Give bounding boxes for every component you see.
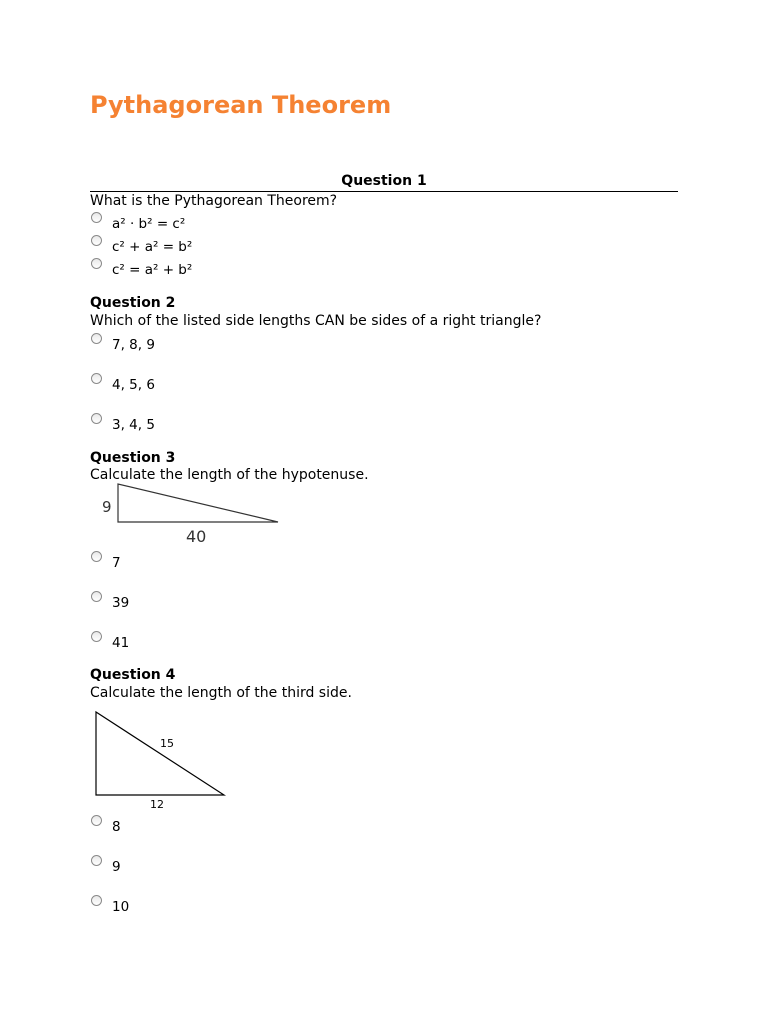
option-label: 39 bbox=[112, 595, 130, 611]
question-2-option-3[interactable] bbox=[90, 412, 155, 433]
triangle-figure bbox=[90, 706, 240, 814]
option-label: c² = a² + b² bbox=[112, 262, 193, 278]
question-3-option-1[interactable] bbox=[90, 550, 121, 571]
option-label: 3, 4, 5 bbox=[112, 417, 155, 433]
option-label: 10 bbox=[112, 899, 130, 915]
right-triangle bbox=[118, 484, 278, 522]
question-1-option-2[interactable] bbox=[90, 234, 193, 255]
side-label-horizontal: 40 bbox=[186, 527, 207, 546]
question-3-prompt: Calculate the length of the hypotenuse. bbox=[90, 467, 369, 483]
radio-button[interactable] bbox=[91, 591, 102, 602]
triangle-figure bbox=[90, 478, 290, 548]
option-label: 8 bbox=[112, 819, 121, 835]
question-4-heading: Question 4 bbox=[90, 667, 176, 683]
radio-button[interactable] bbox=[91, 235, 102, 246]
side-label-hypotenuse: 15 bbox=[160, 737, 174, 750]
question-2-option-1[interactable] bbox=[90, 332, 155, 353]
option-label: c² + a² = b² bbox=[112, 239, 193, 255]
side-label-base: 12 bbox=[150, 798, 164, 811]
radio-button[interactable] bbox=[91, 551, 102, 562]
option-label: 7, 8, 9 bbox=[112, 337, 155, 353]
question-2-heading: Question 2 bbox=[90, 295, 176, 311]
question-4-option-1[interactable] bbox=[90, 814, 121, 835]
radio-button[interactable] bbox=[91, 815, 102, 826]
question-3-option-2[interactable] bbox=[90, 590, 130, 611]
question-3-option-3[interactable] bbox=[90, 630, 130, 651]
question-4-option-2[interactable] bbox=[90, 854, 121, 875]
question-1-prompt: What is the Pythagorean Theorem? bbox=[90, 193, 338, 209]
side-label-vertical: 9 bbox=[102, 498, 112, 516]
question-4-option-3[interactable] bbox=[90, 894, 130, 915]
radio-button[interactable] bbox=[91, 212, 102, 223]
option-label: a² · b² = c² bbox=[112, 216, 186, 232]
question-1-heading: Question 1 bbox=[341, 173, 427, 189]
page-title: Pythagorean Theorem bbox=[90, 91, 392, 119]
option-label: 9 bbox=[112, 859, 121, 875]
radio-button[interactable] bbox=[91, 258, 102, 269]
question-1-option-3[interactable] bbox=[90, 257, 193, 278]
option-label: 4, 5, 6 bbox=[112, 377, 155, 393]
question-2-option-2[interactable] bbox=[90, 372, 155, 393]
radio-button[interactable] bbox=[91, 333, 102, 344]
radio-button[interactable] bbox=[91, 373, 102, 384]
question-2-prompt: Which of the listed side lengths CAN be sides of a right triangle? bbox=[90, 313, 542, 329]
radio-button[interactable] bbox=[91, 631, 102, 642]
right-triangle bbox=[96, 712, 224, 795]
question-4-prompt: Calculate the length of the third side. bbox=[90, 685, 352, 701]
radio-button[interactable] bbox=[91, 413, 102, 424]
question-3-heading: Question 3 bbox=[90, 450, 176, 466]
option-label: 41 bbox=[112, 635, 130, 651]
question-1-option-1[interactable] bbox=[90, 211, 186, 232]
radio-button[interactable] bbox=[91, 895, 102, 906]
radio-button[interactable] bbox=[91, 855, 102, 866]
option-label: 7 bbox=[112, 555, 121, 571]
